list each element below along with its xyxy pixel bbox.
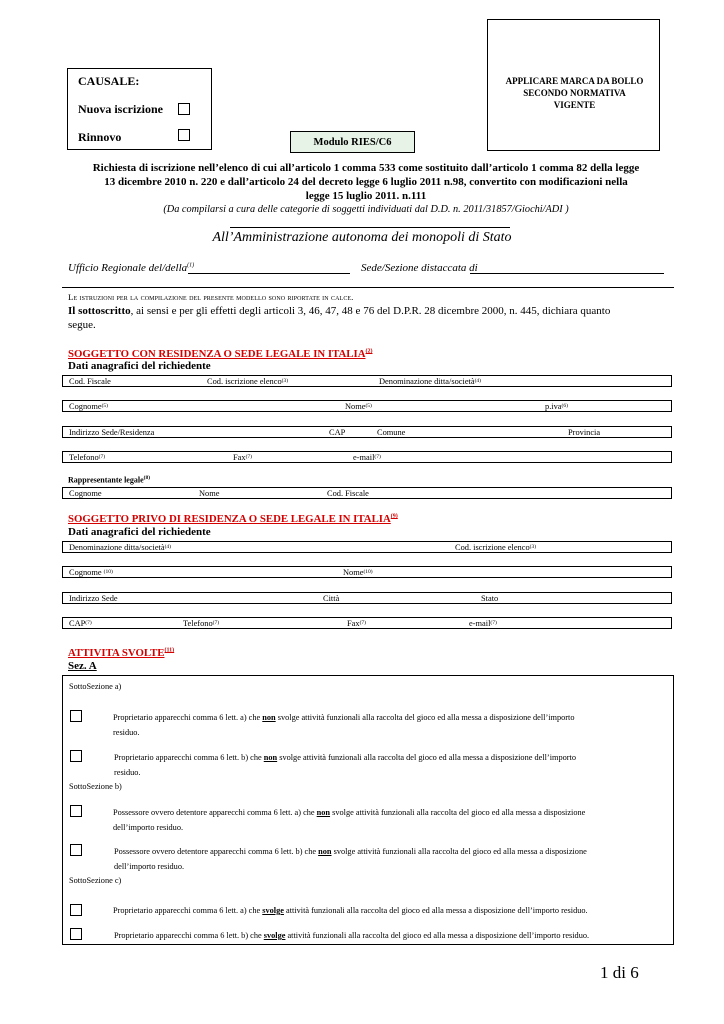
denominazione-label: Denominazione ditta/società$^{(4)}$ bbox=[379, 377, 482, 386]
attivita-c1-text: Proprietario apparecchi comma 6 lett. a) che svolge attività funzionali alla raccolta del gioco ed alla messa a disposizione dell’importo residuo. bbox=[113, 906, 588, 915]
rinnovo-checkbox[interactable] bbox=[178, 129, 190, 141]
codfisc-label: Cod. Fiscale bbox=[69, 377, 111, 386]
denominazione-estero-label: Denominazione ditta/società$^{(4)}$ bbox=[69, 543, 172, 552]
modulo-box bbox=[290, 131, 415, 153]
marca-bollo-text: APPLICARE MARCA DA BOLLO SECONDO NORMATIVA VIGENTE bbox=[505, 76, 644, 110]
heading-note: (Da compilarsi a cura delle categorie di soggetti individuati dal D.D. n. 2011/31857/Giochi/ADI ) bbox=[163, 204, 569, 215]
row-rappresentante[interactable] bbox=[62, 487, 672, 499]
attivita-title: ATTIVITA SVOLTE$^{(11)}$ bbox=[68, 647, 175, 659]
section-italia-title: SOGGETTO CON RESIDENZA O SEDE LEGALE IN ITALIA$^{(2)}$ bbox=[68, 348, 373, 360]
attivita-a1-checkbox[interactable] bbox=[70, 710, 82, 722]
cognome-label: Cognome$^{(5)}$ bbox=[69, 402, 108, 411]
row-telefono[interactable] bbox=[62, 451, 672, 463]
indirizzo-estero-label: Indirizzo Sede bbox=[69, 594, 118, 603]
rinnovo-label: Rinnovo bbox=[78, 130, 122, 144]
rappresentante-label: Rappresentante legale$^{(8)}$ bbox=[68, 475, 151, 485]
attivita-b2-checkbox[interactable] bbox=[70, 844, 82, 856]
provincia-label: Provincia bbox=[568, 428, 601, 437]
citta-label: Città bbox=[323, 594, 340, 603]
cod-iscrizione-estero-label: Cod. iscrizione elenco$^{(3)}$ bbox=[455, 543, 537, 552]
attivita-table bbox=[62, 675, 674, 945]
causale-box bbox=[67, 68, 212, 150]
modulo-label: Modulo RIES/C6 bbox=[313, 137, 392, 148]
comune-label: Comune bbox=[377, 428, 406, 437]
indirizzo-label: Indirizzo Sede/Residenza bbox=[69, 428, 155, 437]
attivita-a2-text: Proprietario apparecchi comma 6 lett. b) che non svolge attività funzionali alla raccolta del gioco ed alla messa a disposizione dell’importo residuo. bbox=[114, 753, 576, 777]
telefono-label: Telefono$^{(7)}$ bbox=[69, 453, 106, 462]
page-number: 1 di 6 bbox=[600, 963, 639, 982]
stato-label: Stato bbox=[481, 594, 499, 603]
section-estero-subtitle: Dati anagrafici del richiedente bbox=[68, 526, 211, 538]
heading-rule bbox=[230, 227, 510, 228]
row-codfisc[interactable] bbox=[62, 375, 672, 387]
ufficio-input[interactable] bbox=[188, 273, 350, 274]
row-indirizzo[interactable] bbox=[62, 426, 672, 438]
sede-label: Sede/Sezione distaccata di bbox=[361, 262, 478, 274]
rapp-nome-label: Nome bbox=[199, 489, 220, 498]
row-denominazione-estero[interactable] bbox=[62, 541, 672, 553]
separator-rule bbox=[62, 287, 674, 288]
sottosezione-a-label: SottoSezione a) bbox=[69, 682, 122, 691]
heading-line-3: legge 15 luglio 2011. n.111 bbox=[305, 190, 427, 202]
cap-estero-label: CAP$^{(7)}$ bbox=[69, 619, 92, 628]
row-indirizzo-estero[interactable] bbox=[62, 592, 672, 604]
attivita-a2-checkbox[interactable] bbox=[70, 750, 82, 762]
sede-input[interactable] bbox=[470, 273, 664, 274]
fax-estero-label: Fax$^{(7)}$ bbox=[347, 619, 366, 628]
attivita-c1-checkbox[interactable] bbox=[70, 904, 82, 916]
section-italia-subtitle: Dati anagrafici del richiedente bbox=[68, 360, 211, 372]
section-estero-title: SOGGETTO PRIVO DI RESIDENZA O SEDE LEGALE IN ITALIA$^{(9)}$ bbox=[68, 513, 398, 525]
sezione-a-title: Sez. A bbox=[68, 660, 97, 672]
attivita-b1-checkbox[interactable] bbox=[70, 805, 82, 817]
piva-label: p.iva$^{(6)}$ bbox=[545, 402, 568, 411]
telefono-estero-label: Telefono$^{(7)}$ bbox=[183, 619, 220, 628]
attivita-b2-text: Possessore ovvero detentore apparecchi comma 6 lett. b) che non svolge attività funzionali alla raccolta del gioco ed alla messa a disposizione dell’importo residuo. bbox=[114, 847, 587, 871]
addressee: All’Amministrazione autonoma dei monopoli di Stato bbox=[212, 230, 512, 245]
attivita-c2-text: Proprietario apparecchi comma 6 lett. b) che svolge attività funzionali alla raccolta del gioco ed alla messa a disposizione dell’importo residuo. bbox=[114, 931, 590, 940]
dichiarazione: Il sottoscritto, ai sensi e per gli effetti degli articoli 3, 46, 47, 48 e 76 del D.P.R. 28 dicembre 2000, n. 445, dichiara quanto segue. bbox=[68, 305, 611, 331]
istruzioni-note: Le istruzioni per la compilazione del presente modello sono riportate in calce. bbox=[68, 292, 354, 302]
sottosezione-b-label: SottoSezione b) bbox=[69, 782, 122, 791]
fax-label: Fax$^{(7)}$ bbox=[233, 453, 252, 462]
nome-estero-label: Nome$^{(10)}$ bbox=[343, 568, 373, 577]
email-label: e-mail$^{(7)}$ bbox=[353, 453, 381, 462]
attivita-b1-text: Possessore ovvero detentore apparecchi comma 6 lett. a) che non svolge attività funzionali alla raccolta del gioco ed alla messa a disposizione dell’importo residuo. bbox=[113, 808, 586, 832]
row-cognome-estero[interactable] bbox=[62, 566, 672, 578]
attivita-c2-checkbox[interactable] bbox=[70, 928, 82, 940]
cod-iscrizione-label: Cod. iscrizione elenco$^{(3)}$ bbox=[207, 377, 289, 386]
heading-line-1: Richiesta di iscrizione nell’elenco di cui all’articolo 1 comma 533 come sostituito dall’articolo 1 comma 82 della legge bbox=[92, 162, 640, 174]
attivita-a1-text: Proprietario apparecchi comma 6 lett. a) che non svolge attività funzionali alla raccolta del gioco ed alla messa a disposizione dell’importo residuo. bbox=[113, 713, 575, 737]
cognome-estero-label: Cognome $^{(10)}$ bbox=[69, 568, 113, 577]
rapp-cognome-label: Cognome bbox=[69, 489, 102, 498]
marca-bollo-box bbox=[487, 19, 660, 151]
heading-line-2: 13 dicembre 2010 n. 220 e dall’articolo 24 del decreto legge 6 luglio 2011 n.98, convertito con modificazioni nella bbox=[104, 176, 628, 188]
email-estero-label: e-mail$^{(7)}$ bbox=[469, 619, 497, 628]
cap-label: CAP bbox=[329, 428, 346, 437]
rapp-codfisc-label: Cod. Fiscale bbox=[327, 489, 369, 498]
request-heading bbox=[56, 161, 676, 217]
causale-title: CAUSALE: bbox=[78, 74, 140, 88]
row-cognome[interactable] bbox=[62, 400, 672, 412]
row-cap-estero[interactable] bbox=[62, 617, 672, 629]
nuova-iscrizione-label: Nuova iscrizione bbox=[78, 102, 163, 116]
nuova-iscrizione-checkbox[interactable] bbox=[178, 103, 190, 115]
sottosezione-c-label: SottoSezione c) bbox=[69, 876, 122, 885]
nome-label: Nome$^{(5)}$ bbox=[345, 402, 372, 411]
ufficio-label: Ufficio Regionale del/della$^{(1)}$ bbox=[68, 262, 195, 274]
